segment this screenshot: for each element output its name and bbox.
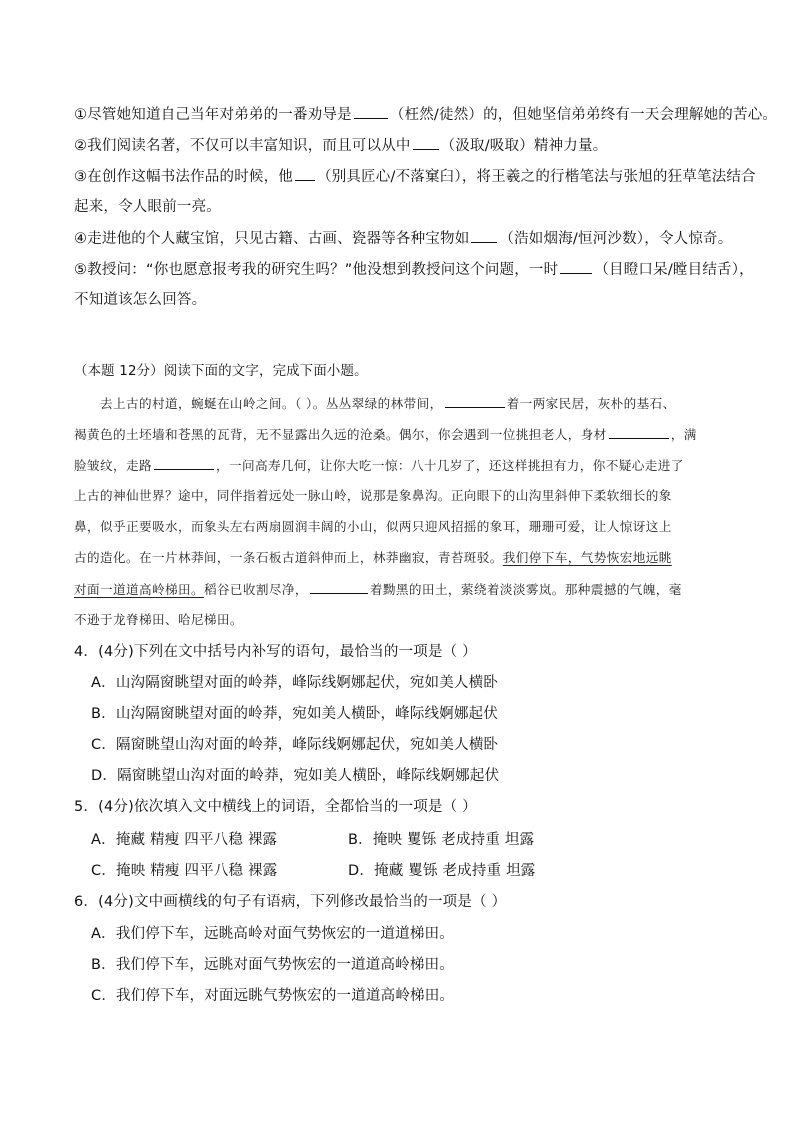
question-5-option-b[interactable]: B．掩映 矍铄 老成持重 坦露: [348, 832, 535, 848]
underlined-sentence: 我们停下车，气势恢宏地远眺: [502, 550, 672, 565]
passage-line-1: [100, 393, 750, 414]
sentence-4: [74, 228, 732, 249]
passage-text: 着一两家民居，灰朴的基石、: [506, 396, 676, 411]
sentence-4-pre: ④走进他的个人藏宝馆，只见古籍、古画、瓷器等各种宝物如: [74, 231, 470, 247]
question-5-option-c[interactable]: C．掩映 精瘦 四平八稳 裸露: [91, 863, 278, 879]
passage-line-2: [74, 424, 724, 445]
sentence-2: [74, 135, 607, 156]
question-4-option-b[interactable]: B．山沟隔窗眺望对面的岭莽，宛如美人横卧，峰际线婀娜起伏: [91, 706, 499, 722]
passage-line-4: 上古的神仙世界？途中，同伴指着远处一脉山岭，说那是象鼻沟。正向眼下的山沟里斜伸下柔软细长的象: [74, 488, 672, 503]
sentence-5-pre: ⑤教授问：“你也愿意报考我的研究生吗？”他没想到教授问这个问题，一时: [74, 262, 559, 278]
passage-line-6: [74, 548, 724, 568]
answer-blank[interactable]: [471, 228, 497, 243]
passage-text: ，一问高寿几何，让你大吃一惊：八十几岁了，还这样挑担有力，你不疑心走进了: [215, 458, 684, 473]
sentence-1-pre: ①尽管她知道自己当年对弟弟的一番劝导是: [74, 107, 352, 123]
question-4-option-a[interactable]: A．山沟隔窗眺望对面的岭莽，峰际线婀娜起伏，宛如美人横卧: [91, 675, 499, 691]
sentence-4-post: （浩如烟海/恒河沙数），令人惊奇。: [499, 231, 733, 247]
sentence-5-cont: 不知道该怎么回答。: [74, 292, 207, 308]
question-6-stem: 6．(4分)文中画横线的句子有语病，下列修改最恰当的一项是（ ）: [74, 894, 507, 910]
passage-line-3: [74, 455, 724, 476]
passage-line-8: 不逊于龙脊梯田、哈尼梯田。: [74, 612, 243, 627]
sentence-3-post: （别具匠心/不落窠臼），将王羲之的行楷笔法与张旭的狂草笔法结合: [317, 169, 756, 185]
passage-text: 着黝黑的田土，萦绕着淡淡雾岚。那种震撼的气魄，毫: [369, 582, 682, 597]
sentence-2-pre: ②我们阅读名著，不仅可以丰富知识，而且可以从中: [74, 138, 411, 154]
answer-blank[interactable]: [154, 455, 214, 470]
sentence-3-cont: 起来，令人眼前一亮。: [74, 199, 221, 215]
passage-text: 古的造化。在一片林莽间，一条石板古道斜伸而上，林莽幽寂，青苔斑驳。: [74, 550, 503, 565]
passage-text: 褐黄色的土坯墙和苍黑的瓦背，无不显露出久远的沧桑。偶尔，你会遇到一位挑担老人，身材: [74, 427, 607, 442]
sentence-5-post: （目瞪口呆/瞠目结舌），: [594, 262, 754, 278]
question-5-stem: 5．(4分)依次填入文中横线上的词语，全都恰当的一项是（ ）: [74, 799, 477, 815]
passage-line-7: [74, 579, 724, 600]
sentence-1: [74, 104, 777, 125]
answer-blank[interactable]: [413, 135, 439, 150]
sentence-5: [74, 259, 754, 280]
question-5-option-d[interactable]: D．掩藏 矍铄 老成持重 坦露: [348, 863, 536, 879]
question-6-option-b[interactable]: B．我们停下车，远眺对面气势恢宏的一道道高岭梯田。: [91, 957, 454, 973]
answer-blank[interactable]: [560, 259, 592, 274]
passage-text: 脸皱纹，走路: [74, 458, 152, 473]
question-5-option-a[interactable]: A．掩藏 精瘦 四平八稳 裸露: [91, 832, 278, 848]
question-6-option-a[interactable]: A．我们停下车，远眺高岭对面气势恢宏的一道道梯田。: [91, 926, 454, 942]
passage-text: 去上古的村道，蜿蜒在山岭之间。（ ）。丛丛翠绿的林带间，: [100, 396, 443, 411]
sentence-1-post: （枉然/徒然）的，但她坚信弟弟终有一天会理解她的苦心。: [389, 107, 778, 123]
answer-blank[interactable]: [310, 579, 368, 594]
question-4-option-d[interactable]: D．隔窗眺望山沟对面的岭莽，宛如美人横卧，峰际线婀娜起伏: [91, 768, 500, 784]
section-intro: （本题 12分）阅读下面的文字，完成下面小题。: [74, 364, 368, 379]
question-4-stem: 4．(4分)下列在文中括号内补写的语句，最恰当的一项是（ ）: [74, 644, 477, 660]
question-4-option-c[interactable]: C．隔窗眺望山沟对面的岭莽，峰际线婀娜起伏，宛如美人横卧: [91, 737, 499, 753]
sentence-5-continued: [74, 290, 206, 310]
answer-blank[interactable]: [609, 424, 669, 439]
underlined-sentence: 对面一道道高岭梯田。: [74, 582, 204, 597]
passage-text: 稻谷已收割尽净，: [203, 582, 308, 597]
sentence-3: [74, 166, 756, 187]
question-6-option-c[interactable]: C．我们停下车，对面远眺气势恢宏的一道道高岭梯田。: [91, 988, 455, 1004]
sentence-2-post: （汲取/吸取）精神力量。: [440, 138, 608, 154]
answer-blank[interactable]: [354, 104, 388, 119]
sentence-3-pre: ③在创作这幅书法作品的时候，他: [74, 169, 293, 185]
answer-blank[interactable]: [445, 393, 505, 408]
passage-line-5: 鼻，似乎正要吸水，而象头左右两扇圆润丰阔的小山，似两只迎风招摇的象耳，珊珊可爱，让人惊讶这上: [74, 519, 672, 534]
answer-blank[interactable]: [295, 166, 315, 181]
passage-text: ，满: [670, 427, 697, 442]
sentence-3-continued: [74, 197, 221, 217]
